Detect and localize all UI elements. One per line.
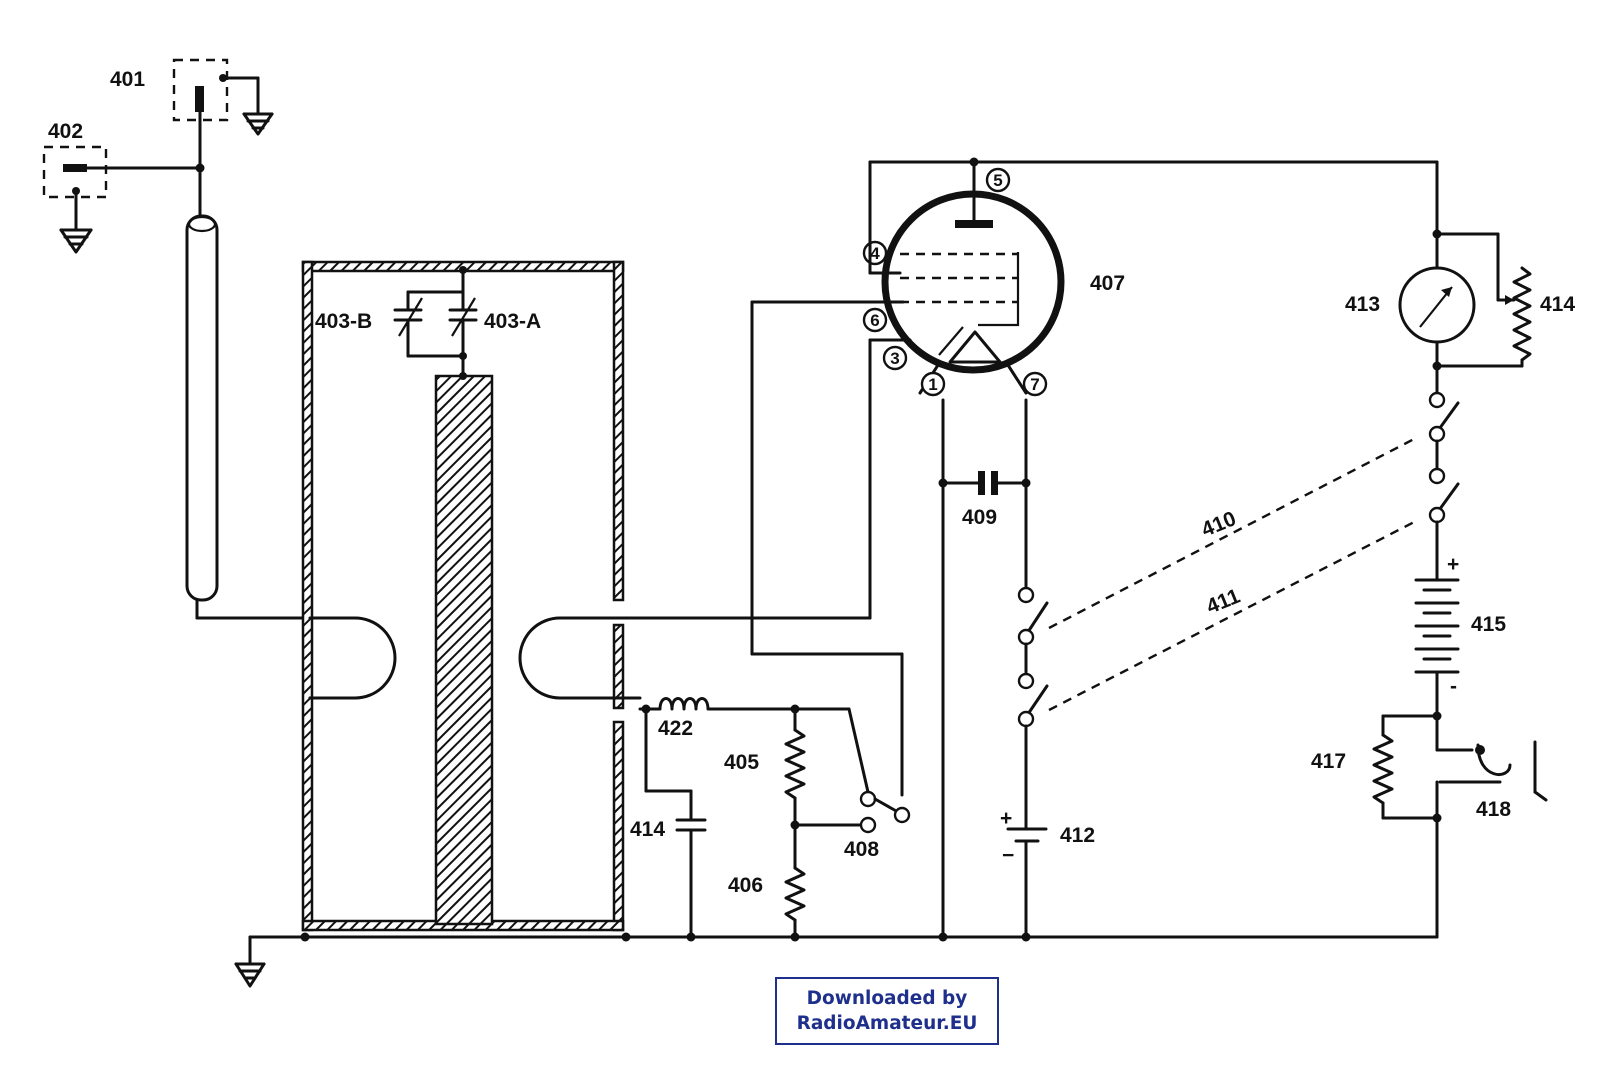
label-409: 409 <box>962 506 998 529</box>
download-banner[interactable] <box>775 977 999 1045</box>
label-418: 418 <box>1476 798 1512 821</box>
label-410: 410 <box>1198 507 1240 542</box>
resistor-417 <box>1374 712 1442 823</box>
label-413: 413 <box>1345 293 1381 316</box>
label-417: 417 <box>1311 750 1347 773</box>
pin-4 <box>864 242 886 264</box>
ground-icon <box>61 230 91 252</box>
coaxial-line <box>187 172 310 618</box>
center-conductor <box>436 376 492 924</box>
label-401: 401 <box>110 68 146 91</box>
pin-6 <box>864 309 886 331</box>
resistor-406 <box>786 868 804 937</box>
ground-icon <box>244 114 272 134</box>
label-405: 405 <box>724 751 760 774</box>
label-414-pot: 414 <box>1540 293 1576 316</box>
ground-icon <box>236 964 264 986</box>
grid-wiring <box>752 302 903 795</box>
input-coupling-loop <box>310 618 395 698</box>
svg-text:+: + <box>1447 553 1460 576</box>
pin-7 <box>1024 373 1046 395</box>
plate-wiring <box>870 158 1437 274</box>
jack-402 <box>44 147 205 228</box>
label-408: 408 <box>844 838 880 861</box>
switch-408 <box>795 709 909 832</box>
choke-422 <box>640 699 800 714</box>
pin-5 <box>987 169 1009 191</box>
capacitor-403-b <box>395 270 463 356</box>
label-422: 422 <box>658 717 694 740</box>
banner-line-1: Downloaded by <box>806 988 968 1009</box>
capacitor-403-a <box>408 266 476 380</box>
label-414-cap: 414 <box>630 818 666 841</box>
svg-text:3: 3 <box>890 349 900 368</box>
svg-text:6: 6 <box>870 311 880 330</box>
capacitor-409 <box>943 471 1026 495</box>
output-coupling-loop <box>520 618 870 698</box>
svg-text:-: - <box>1450 675 1457 698</box>
switch-410-plate <box>1430 393 1458 468</box>
svg-text:−: − <box>1002 844 1015 867</box>
battery-412 <box>1000 807 1046 937</box>
cathode-wiring <box>870 340 910 618</box>
switch-411-filament <box>1019 674 1047 812</box>
svg-text:7: 7 <box>1030 375 1040 394</box>
label-415: 415 <box>1471 613 1507 636</box>
switch-410-filament <box>1019 588 1047 672</box>
pin-3 <box>884 347 906 369</box>
label-406: 406 <box>728 874 764 897</box>
label-403-a: 403-A <box>484 310 542 333</box>
label-412: 412 <box>1060 824 1096 847</box>
label-403-b: 403-B <box>315 310 373 333</box>
svg-text:+: + <box>1000 807 1013 830</box>
svg-text:4: 4 <box>870 244 880 263</box>
pin-1 <box>922 373 944 395</box>
banner-line-2: RadioAmateur.EU <box>796 1013 978 1034</box>
resistor-405 <box>786 709 804 868</box>
meter-413 <box>1400 230 1474 393</box>
label-407: 407 <box>1090 272 1126 295</box>
phone-jack-418 <box>1437 716 1546 937</box>
svg-text:5: 5 <box>993 171 1003 190</box>
svg-text:1: 1 <box>928 375 938 394</box>
vacuum-tube-407 <box>885 162 1061 393</box>
label-411: 411 <box>1203 584 1244 619</box>
label-402: 402 <box>48 120 84 143</box>
gang-link-411 <box>1049 520 1418 710</box>
